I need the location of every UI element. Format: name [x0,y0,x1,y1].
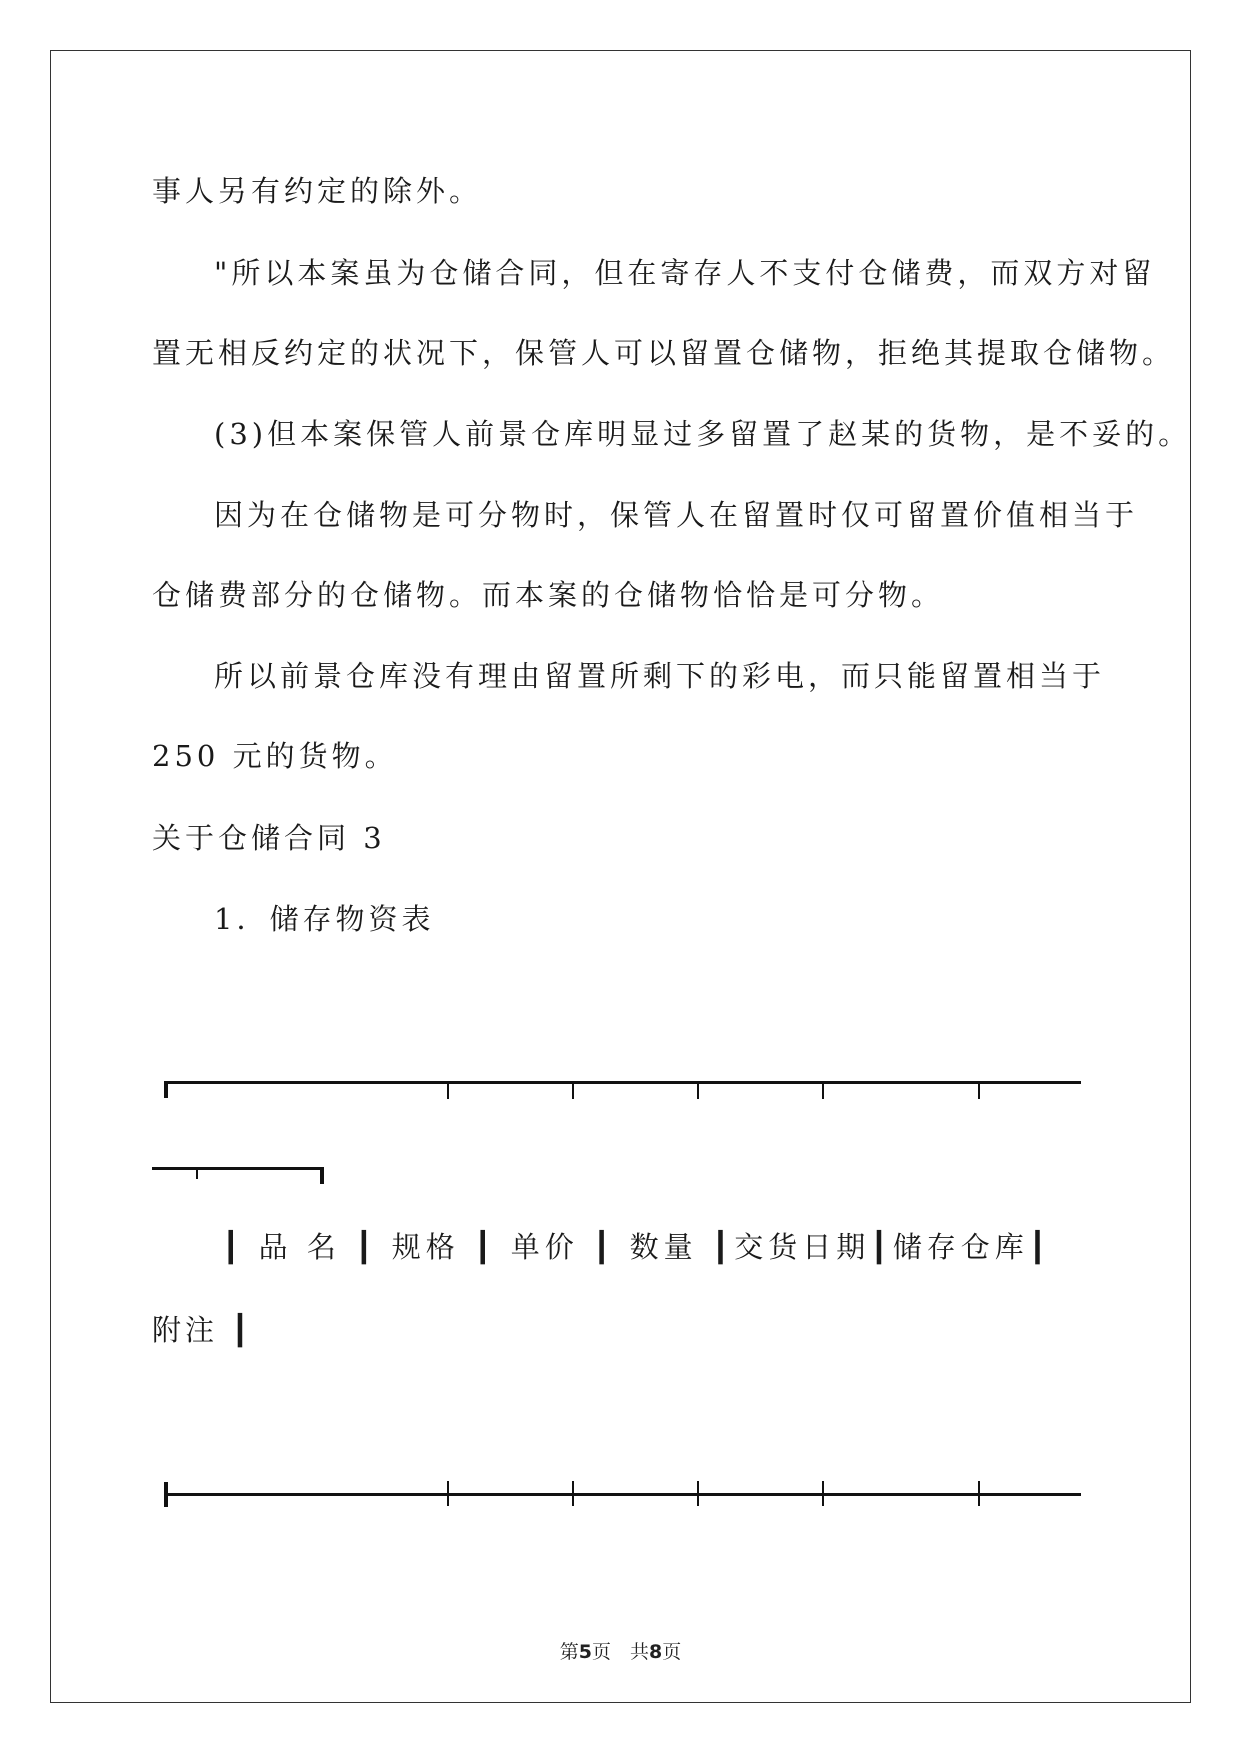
footer-total-pages: 8 [649,1641,663,1663]
table-header-row: ┃ 品 名 ┃ 规格 ┃ 单价 ┃ 数量 ┃交货日期┃储存仓库┃ [222,1230,1052,1264]
page-footer [0,1640,1241,1664]
paragraph-line-7: 所以前景仓库没有理由留置所剩下的彩电，而只能留置相当于 [214,659,1106,693]
paragraph-line-2: "所以本案虽为仓储合同，但在寄存人不支付仓储费，而双方对留 [214,256,1156,290]
paragraph-line-6: 仓储费部分的仓储物。而本案的仓储物恰恰是可分物。 [152,578,945,612]
table-header-row-cont: 附注 ┃ [152,1313,253,1347]
paragraph-line-3: 置无相反约定的状况下，保管人可以留置仓储物，拒绝其提取仓储物。 [152,336,1176,370]
paragraph-line-5: 因为在仓储物是可分物时，保管人在留置时仅可留置价值相当于 [214,498,1139,532]
table-caption: 1．储存物资表 [214,902,435,936]
section-heading: 关于仓储合同 3 [152,821,386,855]
paragraph-line-1: 事人另有约定的除外。 [152,174,483,208]
paragraph-line-8: 250 元的货物。 [152,739,398,773]
page-frame [50,50,1191,1703]
footer-suffix: 页 [662,1641,682,1663]
paragraph-line-4: (3)但本案保管人前景仓库明显过多留置了赵某的货物，是不妥的。 [214,417,1192,451]
footer-page-number: 5 [578,1641,592,1663]
footer-middle: 页 共 [591,1641,649,1663]
footer-prefix: 第 [559,1641,579,1663]
